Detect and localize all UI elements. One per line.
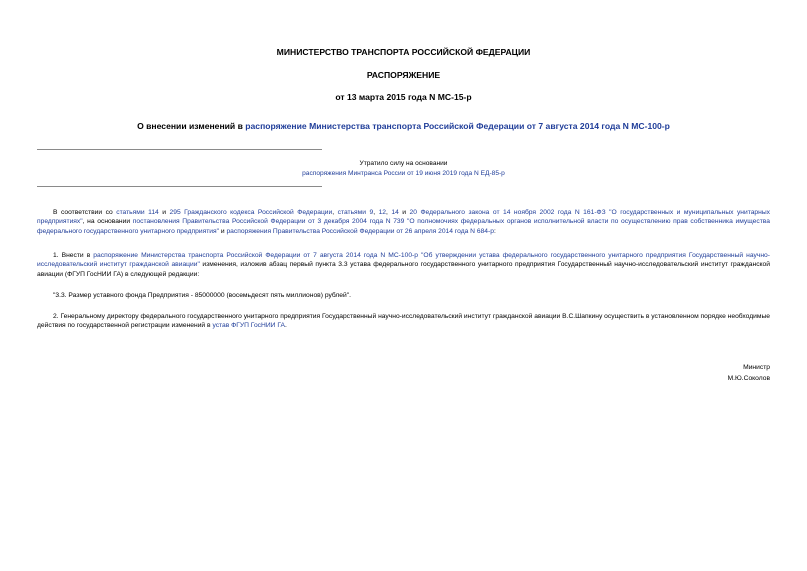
item-2-text-2: . xyxy=(284,322,287,330)
status-note-link[interactable]: распоряжения Минтранса России от 19 июня 2019 года N ЕД-85-р xyxy=(302,170,505,177)
preamble-paragraph xyxy=(37,208,770,236)
preamble-text-7: , на основании xyxy=(82,218,133,226)
status-note-line1: Утратило силу на основании xyxy=(359,160,448,167)
item-1-text-2: изменения, изложив абзац первый пункта 3.3 устава федерального государственного унитарного предприятия Государственный научно-исследовательский институт гражданской авиации (ФГУП ГосНИИ ГА) в следующей редакции: xyxy=(37,261,770,278)
signature-title: Министр xyxy=(743,364,770,371)
preamble-text-4: , xyxy=(373,209,379,216)
subject-prefix: О внесении изменений в xyxy=(137,121,246,131)
link-order-684[interactable]: распоряжения Правительства Российской Федерации от 26 апреля 2014 года N 684-р xyxy=(226,227,494,235)
link-article-14[interactable]: 14 xyxy=(391,209,399,216)
link-civil-code-295[interactable]: 295 Гражданского кодекса Российской Федерации xyxy=(169,209,333,216)
link-federal-law-161[interactable]: 20 Федерального закона от 14 ноября 2002 года N 161-ФЗ "О государственных и муниципальных унитарных предприятиях" xyxy=(37,209,770,226)
link-article-9[interactable]: статьями 9 xyxy=(337,209,374,216)
item-2-paragraph xyxy=(37,312,770,331)
document-date-number: от 13 марта 2015 года N МС-15-р xyxy=(335,92,472,102)
link-article-114[interactable]: статьями 114 xyxy=(116,209,159,216)
preamble-text-2: и xyxy=(158,209,170,216)
link-order-mc-100[interactable]: распоряжение Министерства транспорта Российской Федерации от 7 августа 2014 года N МС-100-р "Об утверждении устава федерального государственного унитарного предприятия Государственный научно-исследовательский институт гражданской авиации" xyxy=(37,252,770,269)
item-1-text-1: 1. Внести в xyxy=(53,252,94,259)
preamble-text-5: , xyxy=(386,209,392,216)
link-resolution-739[interactable]: постановления Правительства Российской Федерации от 3 декабря 2004 года N 739 "О полномочиях федеральных органов исполнительной власти по осуществлению прав собственника имущества федерального государственного унитарного предприятия" xyxy=(37,218,770,235)
preamble-text-8: и xyxy=(218,227,227,235)
subject-link[interactable]: распоряжение Министерства транспорта Российской Федерации от 7 августа 2014 года N МС-100-р xyxy=(245,121,670,131)
preamble-text-6: и xyxy=(398,209,410,216)
document-type: РАСПОРЯЖЕНИЕ xyxy=(366,70,441,80)
link-charter[interactable]: устав ФГУП ГосНИИ ГА xyxy=(212,322,285,330)
signature-name: М.Ю.Соколов xyxy=(727,374,770,382)
item-1-paragraph xyxy=(37,251,770,279)
link-article-12[interactable]: 12 xyxy=(378,209,387,216)
preamble-text-1: В соответствии со xyxy=(53,209,117,216)
quote-paragraph: "3.3. Размер уставного фонда Предприятия - 85000000 (восемьдесят пять миллионов) рублей". xyxy=(53,292,351,299)
signature-block xyxy=(570,363,770,384)
item-2-text-1: 2. Генеральному директору федерального государственного унитарного предприятия Государственный научно-исследовательский институт гражданской авиации В.С.Шапкину осуществить в установленном порядке необходимые действия по государственной регистрации изменений в xyxy=(37,313,770,330)
divider-bottom xyxy=(37,186,322,187)
ministry-title: МИНИСТЕРСТВО ТРАНСПОРТА РОССИЙСКОЙ ФЕДЕРАЦИИ xyxy=(276,47,531,57)
preamble-text-3: , xyxy=(332,209,338,216)
preamble-text-9: : xyxy=(493,227,496,235)
document-subject xyxy=(0,121,807,131)
divider-top xyxy=(37,149,322,150)
